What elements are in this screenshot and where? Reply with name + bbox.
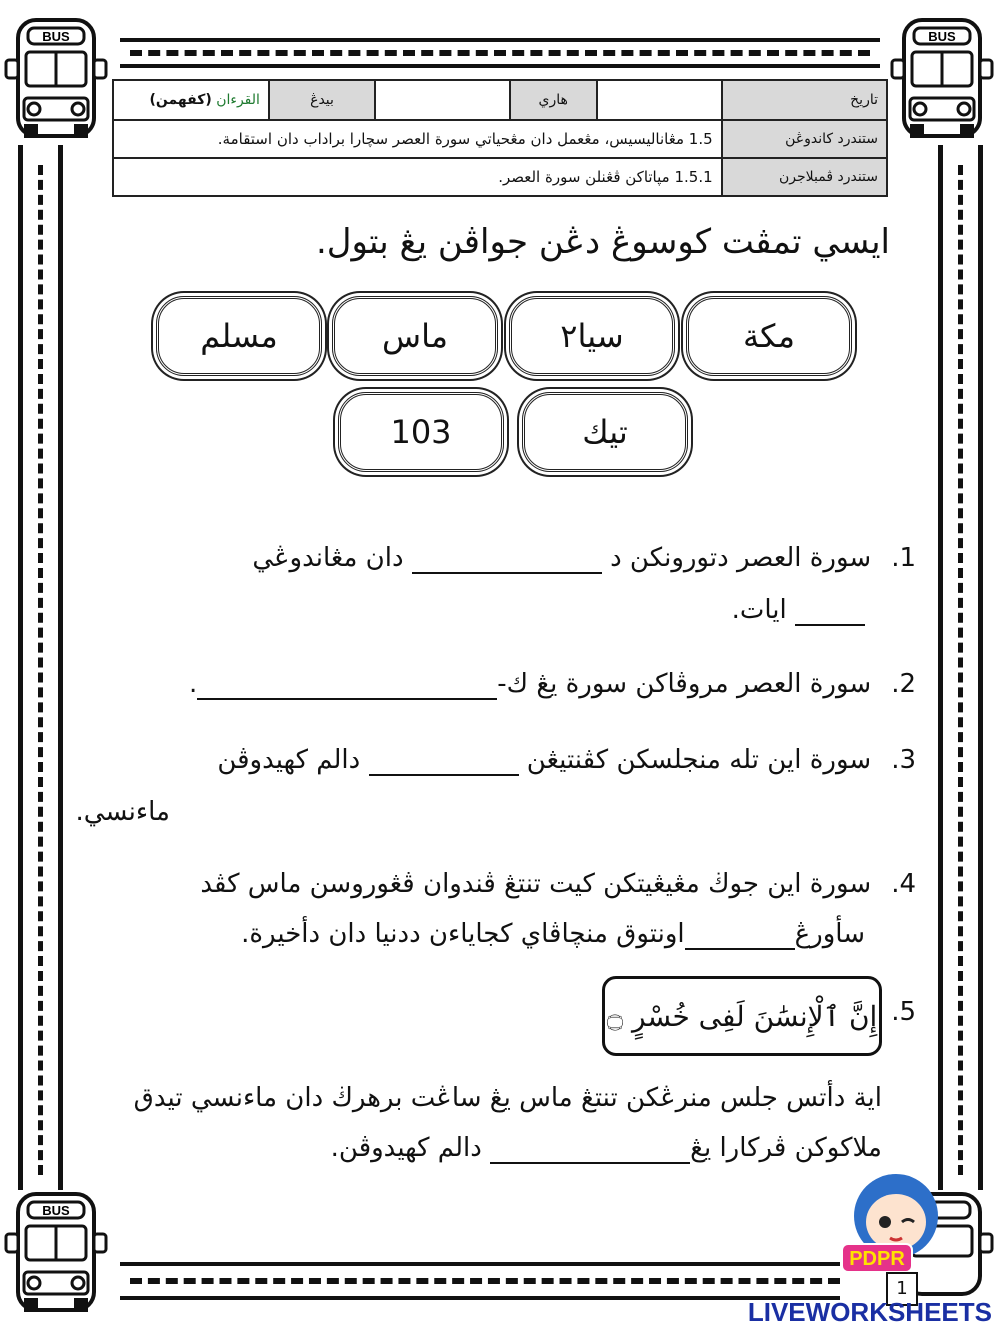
question-text: اية دأتس جلس منرڠكن تنتڠ ماس يڠ ساڠت برهرڬ دان ماءنسي تيدق (133, 1083, 882, 1113)
question-1-line-2 (732, 582, 865, 638)
question-1 (116, 530, 916, 586)
quran-verse-box: إِنَّ ٱلْإِنسَٰنَ لَفِى خُسْرٍ ۝ (602, 976, 882, 1056)
question-text: سأورڠ (794, 919, 865, 949)
page-number: 1 (886, 1272, 918, 1306)
learning-standard-text: 1.5.1 مڽاتاكن ڤڠنلن سورة العصر. (113, 158, 722, 196)
brand-text: LIVEWORKSHEETS (747, 1297, 992, 1327)
liveworksheets-logo (748, 1297, 992, 1328)
day-field[interactable] (375, 80, 510, 120)
answer-blank-2[interactable] (197, 670, 497, 700)
question-text: دالم كهيدوڤن. (330, 1133, 482, 1163)
question-3 (56, 732, 916, 788)
bus-icon-top-left (4, 14, 108, 144)
border-bottom-line-2 (120, 1296, 840, 1304)
question-5-line-1 (82, 1070, 882, 1126)
day-label: هاري (510, 80, 597, 120)
bus-icon-top-right (890, 14, 994, 144)
word-bank-item[interactable]: ماس (332, 296, 498, 376)
field-label: بيدڠ (269, 80, 375, 120)
learning-standard-label: ستندرد ڤمبلاجرن (722, 158, 887, 196)
question-text: ماءنسي. (75, 797, 170, 827)
answer-blank-1b[interactable] (795, 596, 865, 626)
question-number: 2. (891, 669, 916, 699)
question-3-line-2 (76, 784, 170, 840)
border-left-dashes (38, 165, 43, 1175)
header-table (112, 79, 888, 197)
content-standard-label: ستندرد كاندوڠن (722, 120, 887, 158)
border-right-line-2 (978, 145, 983, 1190)
word-bank-item[interactable]: 103 (338, 392, 504, 472)
border-bottom-dashes (130, 1278, 840, 1284)
question-4-line-2 (85, 906, 865, 962)
answer-blank-3[interactable] (369, 746, 519, 776)
mascot-sticker-icon (838, 1168, 948, 1288)
word-bank-item[interactable]: تيك (522, 392, 688, 472)
question-text: دان مڠاندوڠي (252, 543, 404, 573)
border-top-line-2 (120, 64, 880, 72)
answer-blank-1a[interactable] (412, 544, 602, 574)
question-number: 4. (891, 869, 916, 899)
border-left-line-2 (58, 145, 63, 1190)
question-2 (116, 656, 916, 712)
border-top-dashes (130, 50, 870, 56)
question-number: 1. (891, 543, 916, 573)
question-text: . (188, 669, 198, 699)
border-right-dashes (958, 165, 963, 1175)
subject-cell (113, 80, 269, 120)
border-bottom-line (120, 1262, 840, 1270)
question-text: سورة اين تله منجلسكن كڤنتيڠن (526, 745, 872, 775)
bus-label: BUS (42, 29, 70, 44)
word-bank-item[interactable]: مسلم (156, 296, 322, 376)
instruction-title: ايسي تمڤت كوسوڠ دڠن جواڤن يڠ بتول. (315, 222, 890, 262)
bus-label: BUS (928, 29, 956, 44)
subject-skill: (كفهمن) (149, 92, 212, 108)
answer-blank-4[interactable] (685, 920, 795, 950)
question-text: دالم كهيدوڤن (217, 745, 361, 775)
question-text: ايات. (731, 595, 787, 625)
question-4 (116, 856, 916, 912)
question-number: 3. (891, 745, 916, 775)
question-text: اونتوق منچاڤاي كجاياءن ددنيا دان دأخيرة. (241, 919, 685, 949)
date-label: تاريخ (722, 80, 887, 120)
sticker-text: PDPR (849, 1248, 905, 1270)
answer-blank-5[interactable] (490, 1134, 690, 1164)
content-standard-text: 1.5 مڠاناليسيس، مڠعمل دان مڠحياتي سورة العصر سچارا براداب دان استقامة. (113, 120, 722, 158)
question-text: ملاكوكن ڤركارا يڠ (690, 1133, 882, 1163)
question-text: سورة العصر دتورونكن د (610, 543, 872, 573)
bus-label: BUS (42, 1203, 70, 1218)
question-5-line-2 (82, 1120, 882, 1176)
word-bank-item[interactable]: سيا٢ (509, 296, 675, 376)
word-bank-item[interactable]: مكة (686, 296, 852, 376)
date-field[interactable] (597, 80, 722, 120)
border-left-line (18, 145, 23, 1190)
border-top-line (120, 38, 880, 46)
subject-name: القرءان (216, 92, 260, 108)
border-right-line (938, 145, 943, 1190)
question-5-number: 5. (891, 997, 916, 1027)
question-text: سورة العصر مروڤاكن سورة يڠ ك- (497, 669, 872, 699)
bus-icon-bottom-left (4, 1188, 108, 1318)
question-text: سورة اين جوڬ مڠيڠيتكن كيت تنتڠ ڤندوان ڤڠوروسن ماس كڤد (200, 869, 872, 899)
